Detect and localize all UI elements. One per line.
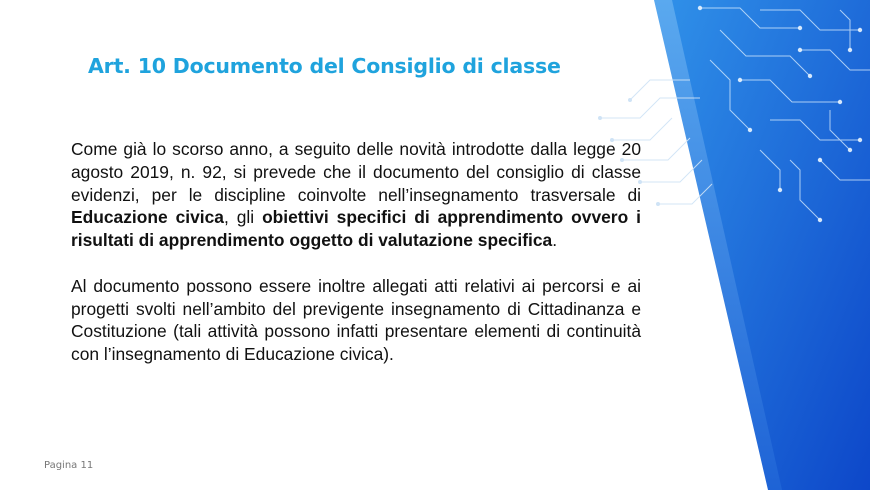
paragraph-1 — [71, 138, 641, 252]
paragraph-2: Al documento possono essere inoltre allegati atti relativi ai percorsi e ai progetti svolti nell’ambito del previgente insegnamento di Cittadinanza e Costituzione (tali attività possono infatti presentare elementi di continuità con l’insegnamento di Educazione civica). — [71, 275, 641, 365]
paragraph-1-text-a: Come già lo scorso anno, a seguito delle novità introdotte dalla legge 20 agosto 2019, n. 92, si prevede che il documento del consiglio di classe evidenzi, per le discipline coinvolte nell’insegnamento trasversale di — [71, 139, 641, 205]
slide-body — [71, 138, 641, 366]
blue-panel — [672, 0, 870, 490]
paragraph-1-text-c: . — [552, 230, 558, 251]
page-number: Pagina 11 — [44, 460, 94, 471]
slide-title: Art. 10 Documento del Consiglio di classe — [88, 54, 561, 78]
paragraph-1-bold-b: obiettivi specifici di apprendimento ovvero i risultati di apprendimento oggetto di valutazione specifica — [71, 207, 641, 251]
paragraph-1-text-b: , gli — [223, 207, 263, 228]
paragraph-1-bold-a: Educazione civica — [71, 207, 224, 228]
